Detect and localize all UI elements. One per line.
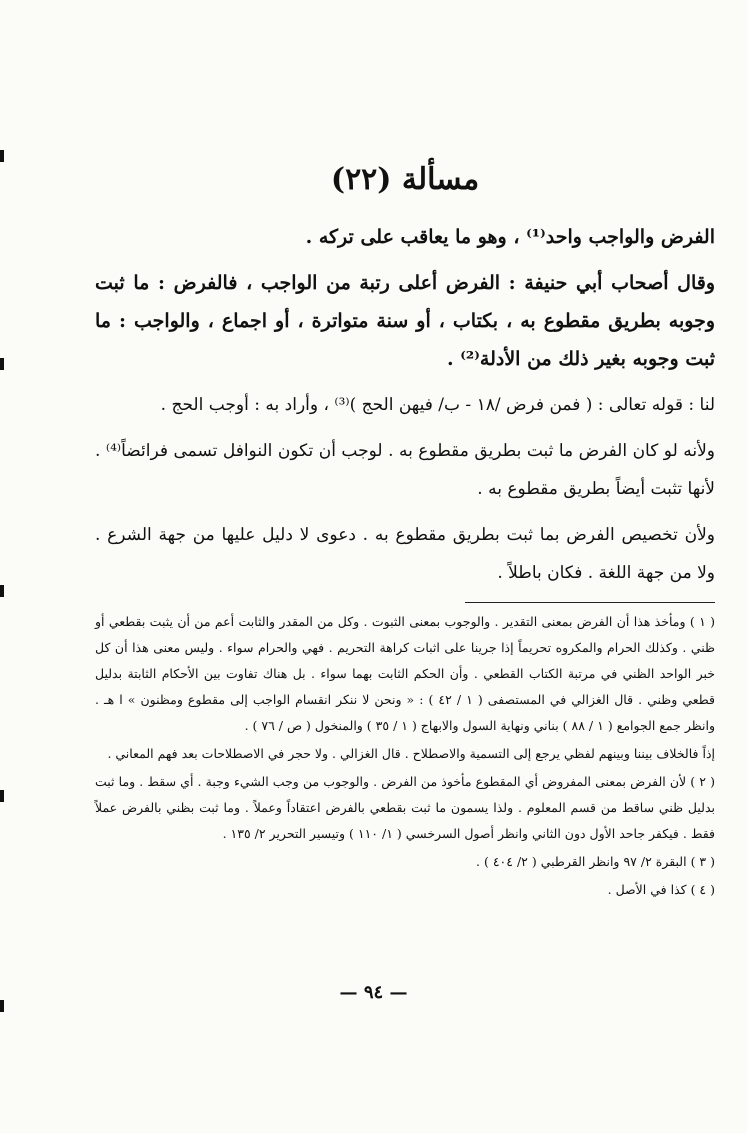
footnote-2: ( ٢ ) لأن الفرض بمعنى المفروض أي المقطوع مأخوذ من الفرض . والوجوب من وجب الشيء وجبة . أي سقط . وما ثبت بدليل ظني ساقط من قسم المعلوم . ولذا يسمون ما ثبت بقطعي بالفرض اعتقاداً وعملاً . وما ثبت بظني بالفرض عملاً فقط . فيكفر جاحد الأول دون الثاني وانظر أصول السرخسي ( ١/ ١١٠ ) وتيسير التحرير ٢/ ١٣٥ . xyxy=(95,774,716,841)
page-body xyxy=(95,160,715,905)
footnote-1: ( ١ ) ومأخذ هذا أن الفرض بمعنى التقدير . والوجوب بمعنى الثبوت . وكل من المقدر والثابت أعم من أن يثبت بقطعي أو ظني . وكذلك الحرام والمكروه تحريماً إذا جرينا على اثبات كراهة التحريم . فهي والحرام سواء . وليس معنى هذا أن كل خبر الواحد الظني في مرتبة الكتاب القطعي . وأن الحكم الثابت بهما سواء . بل هناك تفاوت بين الأحكام الثابتة بدليل قطعي وظني . قال الغزالي في المستصفى ( ١ / ٤٢ ) : « ونحن لا ننكر انقسام الواجب إلى مقطوع ومظنون » ا هـ . وانظر جمع الجوامع ( ١ / ٨٨ ) بناني ونهاية السول والابهاج ( ١ / ٣٥ ) والمنخول ( ص / ٧٦ ) . xyxy=(95,614,715,733)
paragraph-argument-1: ولأنه لو كان الفرض ما ثبت بطريق مقطوع به . لوجب أن تكون النوافل تسمى فرائضاً⁽⁴⁾ . لأنها تثبت أيضاً بطريق مقطوع به . xyxy=(95,441,716,499)
footnote-divider xyxy=(465,602,715,603)
scan-edge-mark xyxy=(0,790,4,802)
paragraph-argument-2: ولأن تخصيص الفرض بما ثبت بطريق مقطوع به . دعوى لا دليل عليها من جهة الشرع . ولا من جهة اللغة . فكان باطلاً . xyxy=(95,525,715,583)
section-heading: مسألة (٢٢) xyxy=(330,162,480,197)
footnote-3: ( ٣ ) البقرة ٢/ ٩٧ وانظر القرطبي ( ٢/ ٤٠٤ ) . xyxy=(476,854,715,869)
scan-edge-mark xyxy=(0,358,4,370)
page-number: — ٩٤ — xyxy=(339,982,408,1003)
footnote-1-continued: إذاً فالخلاف بيننا وبينهم لفظي يرجع إلى التسمية والاصطلاح . قال الغزالي . ولا حجر في الاصطلاحات بعد فهم المعاني . xyxy=(107,746,715,761)
footnote-4: ( ٤ ) كذا في الأصل . xyxy=(607,882,715,897)
paragraph-evidence: لنا : قوله تعالى : ( فمن فرض /١٨ - ب/ فيهن الحج )⁽³⁾ ، وأراد به : أوجب الحج . xyxy=(160,395,715,415)
scan-edge-mark xyxy=(0,585,4,597)
paragraph-definition: الفرض والواجب واحد⁽¹⁾ ، وهو ما يعاقب على تركه . xyxy=(305,226,715,248)
paragraph-hanafi-view: وقال أصحاب أبي حنيفة : الفرض أعلى رتبة من الواجب ، فالفرض : ما ثبت وجوبه بطريق مقطوع به ، بكتاب ، أو سنة متواترة ، أو اجماع ، والواجب : ما ثبت وجوبه بغير ذلك من الأدلة⁽²⁾ . xyxy=(95,272,715,370)
scan-edge-mark xyxy=(0,150,4,162)
